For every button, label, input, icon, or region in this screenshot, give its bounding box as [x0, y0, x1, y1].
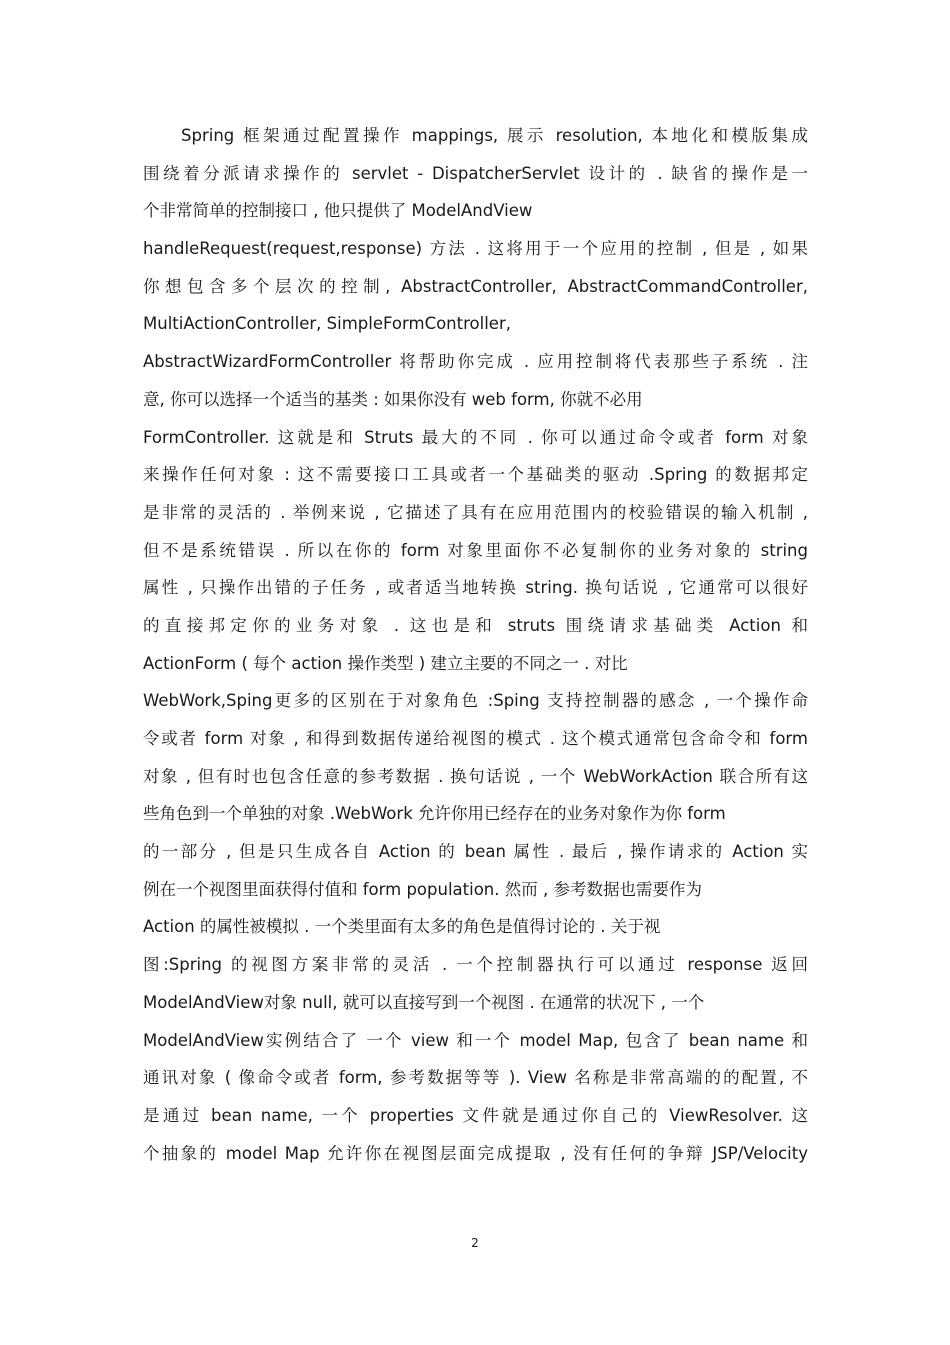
text-line: 个抽象的 model Map 允许你在视图层面完成提取 , 没有任何的争辩 JSP/Velocity [143, 1143, 808, 1163]
text-line: 通讯对象 ( 像命令或者 form, 参考数据等等 ). View 名称是非常高端的的配置, 不 [143, 1068, 808, 1088]
text-line: Spring 框架通过配置操作 mappings, 展示 resolution, 本地化和模版集成 [181, 126, 808, 145]
text-line: FormController. 这就是和 Struts 最大的不同 . 你可以通过命令或者 form 对象 [143, 427, 808, 447]
text-line: 属性 , 只操作出错的子任务 , 或者适当地转换 string. 换句话说 , 它通常可以很好 [143, 578, 808, 598]
text-line: handleRequest(request,response) 方法 . 这将用于一个应用的控制 , 但是 , 如果 [143, 239, 808, 259]
text-line: MultiActionController, SimpleFormController, [143, 314, 511, 334]
text-line: 你想包含多个层次的控制, AbstractController, AbstractCommandController, [143, 276, 808, 296]
text-line: 围绕着分派请求操作的 servlet - DispatcherServlet 设计的 . 缺省的操作是一 [143, 163, 808, 183]
text-line: AbstractWizardFormController 将帮助你完成 . 应用控制将代表那些子系统 . 注 [143, 352, 808, 372]
text-line: 来操作任何对象 : 这不需要接口工具或者一个基础类的驱动 .Spring 的数据邦定 [143, 465, 808, 485]
text-line: 图:Spring 的视图方案非常的灵活 . 一个控制器执行可以通过 response 返回 [143, 955, 808, 975]
text-line: ModelAndView对象 null, 就可以直接写到一个视图 . 在通常的状况下 , 一个 [143, 992, 705, 1012]
text-line: 但不是系统错误 . 所以在你的 form 对象里面你不必复制你的业务对象的 string [143, 540, 808, 560]
text-line: 是通过 bean name, 一个 properties 文件就是通过你自己的 ViewResolver. 这 [143, 1105, 808, 1125]
body-text [143, 122, 808, 1177]
text-line: 意, 你可以选择一个适当的基类 : 如果你没有 web form, 你就不必用 [143, 389, 643, 409]
text-line: Action 的属性被模拟 . 一个类里面有太多的角色是值得讨论的 . 关于视 [143, 917, 661, 937]
text-line: 的一部分 , 但是只生成各自 Action 的 bean 属性 . 最后 , 操作请求的 Action 实 [143, 842, 808, 862]
text-line: 对象 , 但有时也包含任意的参考数据 . 换句话说 , 一个 WebWorkAction 联合所有这 [143, 766, 808, 786]
text-line: 个非常简单的控制接口 , 他只提供了 ModelAndView [143, 201, 533, 221]
text-line: ModelAndView实例结合了 一个 view 和一个 model Map, 包含了 bean name 和 [143, 1030, 808, 1050]
text-line: 是非常的灵活的 . 举例来说 , 它描述了具有在应用范围内的校验错误的输入机制 , [143, 502, 808, 522]
text-line: 例在一个视图里面获得付值和 form population. 然而 , 参考数据也需要作为 [143, 879, 702, 899]
page-number: 2 [471, 1236, 479, 1250]
text-line: 的直接邦定你的业务对象 . 这也是和 struts 围绕请求基础类 Action 和 [143, 615, 808, 635]
text-line: 些角色到一个单独的对象 .WebWork 允许你用已经存在的业务对象作为你 form [143, 804, 726, 824]
text-line: ActionForm ( 每个 action 操作类型 ) 建立主要的不同之一 . 对比 [143, 653, 628, 673]
text-line: 令或者 form 对象 , 和得到数据传递给视图的模式 . 这个模式通常包含命令和 form [143, 729, 808, 748]
text-line: WebWork,Sping更多的区别在于对象角色 :Sping 支持控制器的感念 , 一个操作命 [143, 691, 808, 711]
